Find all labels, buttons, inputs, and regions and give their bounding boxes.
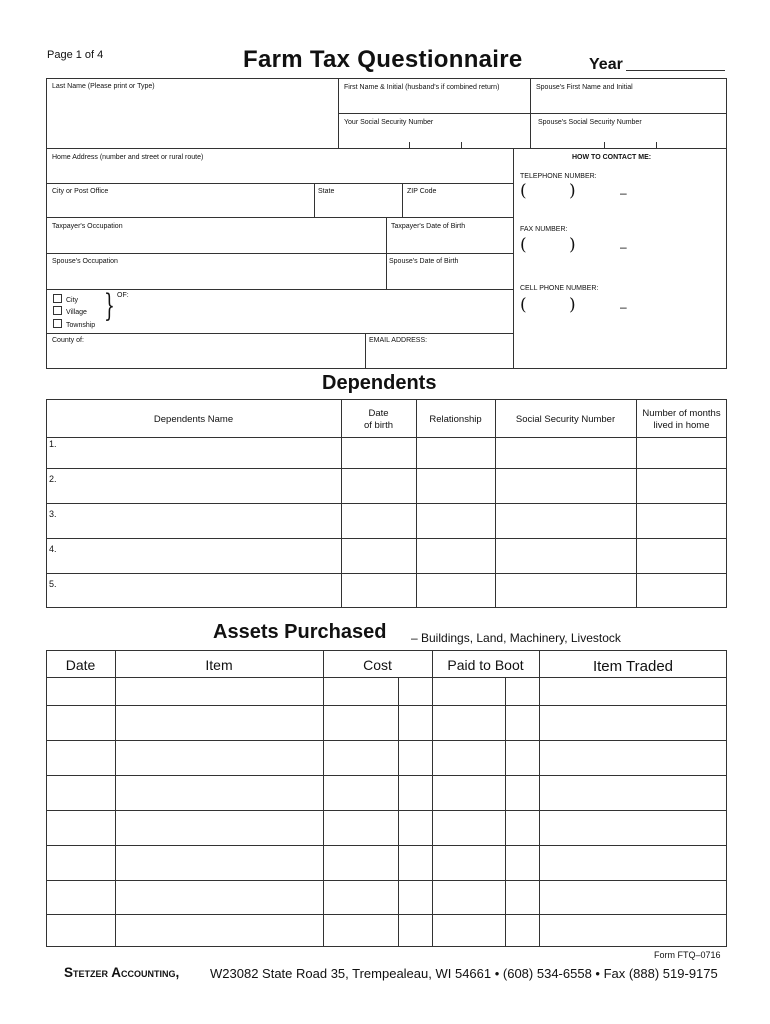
last-name-field[interactable]: Last Name (Please print or Type)	[52, 83, 155, 90]
dob-field[interactable]: Taxpayer's Date of Birth	[391, 223, 466, 230]
dep-col-name: Dependents Name	[153, 414, 234, 425]
dep-col-ssn: Social Security Number	[515, 414, 616, 425]
table-row[interactable]: 4.	[49, 544, 57, 554]
brace-icon: }	[104, 288, 115, 324]
company-name: Stetzer Accounting,	[64, 965, 180, 980]
cell-area-open: (	[520, 295, 527, 315]
year-label: Year	[589, 56, 623, 73]
state-field[interactable]: State	[318, 188, 335, 195]
asset-col-boot: Paid to Boot	[447, 657, 524, 673]
spouse-ssn-field[interactable]: Spouse's Social Security Number	[538, 119, 642, 126]
first-name-field[interactable]: First Name & Initial (husband's if combined return)	[344, 84, 500, 91]
fax-dash: –	[620, 240, 627, 254]
form-id: Form FTQ–0716	[654, 950, 721, 960]
zip-field[interactable]: ZIP Code	[407, 188, 437, 195]
township-checkbox[interactable]: Township	[53, 319, 95, 329]
your-ssn-field[interactable]: Your Social Security Number	[344, 119, 434, 126]
dep-col-dob: Date of birth	[363, 408, 394, 431]
dep-col-relationship: Relationship	[429, 414, 482, 425]
page-number: Page 1 of 4	[47, 49, 104, 61]
fax-area-close: )	[569, 235, 576, 255]
telephone-dash: –	[620, 186, 627, 200]
city-checkbox[interactable]: City	[53, 294, 78, 304]
table-row[interactable]: 3.	[49, 509, 57, 519]
county-field[interactable]: County of:	[52, 337, 84, 344]
fax-label: FAX NUMBER:	[520, 226, 568, 233]
company-address: W23082 State Road 35, Trempealeau, WI 54661 • (608) 534-6558 • Fax (888) 519-9175	[210, 966, 718, 981]
email-field[interactable]: EMAIL ADDRESS:	[369, 337, 428, 344]
occupation-field[interactable]: Taxpayer's Occupation	[52, 223, 123, 230]
of-label: OF:	[117, 292, 129, 299]
asset-col-traded: Item Traded	[592, 658, 674, 675]
cell-label: CELL PHONE NUMBER:	[520, 285, 599, 292]
dependents-title: Dependents	[322, 372, 437, 394]
telephone-area-open: (	[520, 181, 527, 201]
city-field[interactable]: City or Post Office	[52, 188, 109, 195]
table-row[interactable]: 1.	[49, 439, 57, 449]
dep-col-months: Number of months lived in home	[642, 408, 721, 431]
village-checkbox[interactable]: Village	[53, 306, 87, 316]
spouse-first-name-field[interactable]: Spouse's First Name and Initial	[536, 84, 633, 91]
fax-area-open: (	[520, 235, 527, 255]
year-field[interactable]	[626, 70, 725, 71]
assets-title: Assets Purchased	[213, 621, 387, 643]
fax-field[interactable]	[535, 238, 715, 256]
telephone-label: TELEPHONE NUMBER:	[520, 173, 597, 180]
assets-table	[46, 650, 727, 947]
spouse-occupation-field[interactable]: Spouse's Occupation	[52, 258, 118, 265]
table-row[interactable]: 5.	[49, 579, 57, 589]
asset-col-cost: Cost	[363, 657, 392, 673]
telephone-field[interactable]	[535, 185, 715, 203]
asset-col-item: Item	[205, 657, 233, 673]
asset-col-date: Date	[65, 657, 96, 673]
table-row[interactable]: 2.	[49, 474, 57, 484]
cell-area-close: )	[569, 295, 576, 315]
cell-field[interactable]	[535, 298, 715, 316]
cell-dash: –	[620, 300, 627, 314]
contact-title: HOW TO CONTACT ME:	[572, 154, 652, 161]
telephone-area-close: )	[569, 181, 576, 201]
page-title: Farm Tax Questionnaire	[243, 46, 523, 73]
assets-subtitle: – Buildings, Land, Machinery, Livestock	[411, 631, 621, 645]
home-address-field[interactable]: Home Address (number and street or rural route)	[52, 154, 204, 161]
spouse-dob-field[interactable]: Spouse's Date of Birth	[389, 258, 459, 265]
